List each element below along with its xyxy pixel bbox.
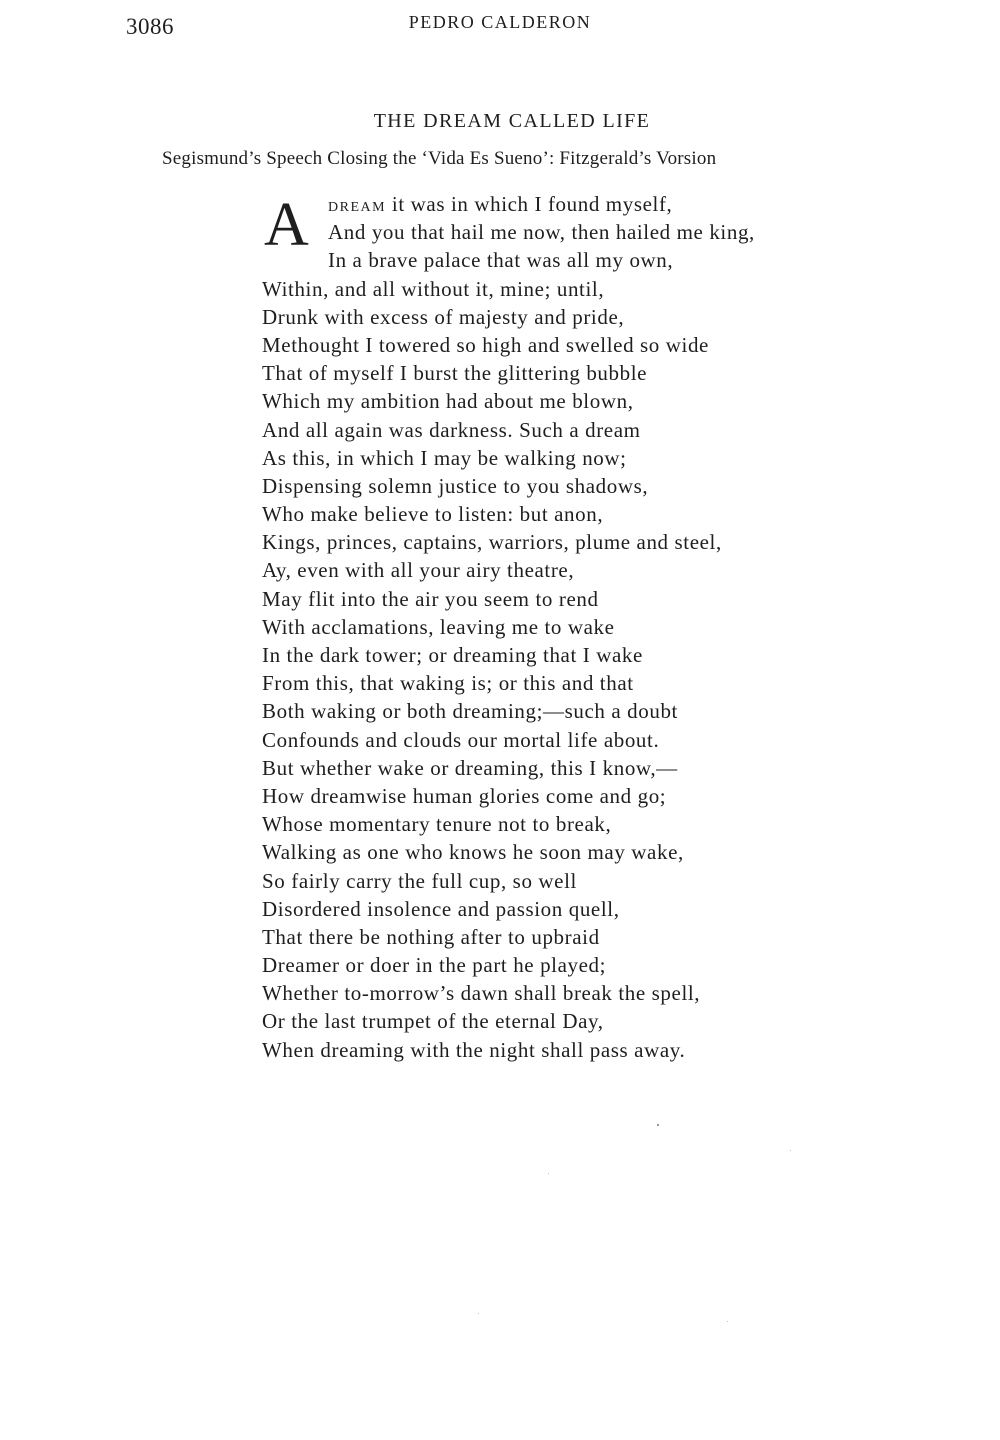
poem-line: When dreaming with the night shall pass away.	[262, 1037, 686, 1062]
poem-line: But whether wake or dreaming, this I know,—	[262, 755, 678, 780]
poem-line	[262, 190, 755, 218]
poem-line: Methought I towered so high and swelled so wide	[262, 332, 709, 357]
poem-line: Kings, princes, captains, warriors, plume and steel,	[262, 530, 722, 555]
poem-line: That of myself I burst the glittering bubble	[262, 361, 648, 386]
page-number: 3086	[126, 14, 174, 39]
poem-body	[262, 190, 755, 1064]
poem-line: And you that hail me now, then hailed me king,	[328, 220, 755, 245]
poem-subtitle: Segismund’s Speech Closing the ‘Vida Es Sueno’: Fitzgerald’s Vorsion	[162, 148, 717, 169]
poem-line: Who make believe to listen: but anon,	[262, 502, 604, 527]
poem-line: May flit into the air you seem to rend	[262, 586, 599, 611]
poem-line: From this, that waking is; or this and that	[262, 671, 634, 696]
scan-speck	[727, 1321, 728, 1322]
poem-line: Within, and all without it, mine; until,	[262, 276, 605, 301]
poem-line: That there be nothing after to upbraid	[262, 924, 600, 949]
poem-line: Walking as one who knows he soon may wake,	[262, 840, 684, 865]
poem-line: Ay, even with all your airy theatre,	[262, 558, 575, 583]
scan-speck	[478, 1313, 479, 1314]
scan-speck	[790, 1150, 791, 1151]
poem-line: Dreamer or doer in the part he played;	[262, 953, 607, 978]
poem-line: With acclamations, leaving me to wake	[262, 614, 615, 639]
poem-line: Or the last trumpet of the eternal Day,	[262, 1009, 604, 1034]
poem-line: Disordered insolence and passion quell,	[262, 896, 620, 921]
running-head: PEDRO CALDERON	[408, 12, 592, 32]
drop-cap: A	[264, 191, 310, 259]
poem-line: Which my ambition had about me blown,	[262, 389, 634, 414]
poem-line: Dispensing solemn justice to you shadows,	[262, 473, 649, 498]
poem-line: Confounds and clouds our mortal life about.	[262, 727, 660, 752]
poem-line: As this, in which I may be walking now;	[262, 445, 627, 470]
poem-line: And all again was darkness. Such a dream	[262, 417, 641, 442]
poem-line: How dreamwise human glories come and go;	[262, 783, 667, 808]
scan-speck	[548, 1173, 549, 1174]
poem-title: THE DREAM CALLED LIFE	[373, 110, 651, 132]
poem-line: In the dark tower; or dreaming that I wake	[262, 643, 643, 667]
scan-speck	[657, 1124, 659, 1126]
poem-line: So fairly carry the full cup, so well	[262, 868, 577, 893]
poem-line: Both waking or both dreaming;—such a doubt	[262, 699, 678, 724]
first-line-rest: it was in which I found myself,	[386, 192, 673, 216]
poem-line: Whether to-morrow’s dawn shall break the spell,	[262, 981, 701, 1006]
poem-line: In a brave palace that was all my own,	[328, 248, 674, 273]
poem-line: Drunk with excess of majesty and pride,	[262, 304, 625, 329]
poem-line: Whose momentary tenure not to break,	[262, 812, 612, 837]
first-word: DREAM	[328, 200, 387, 215]
